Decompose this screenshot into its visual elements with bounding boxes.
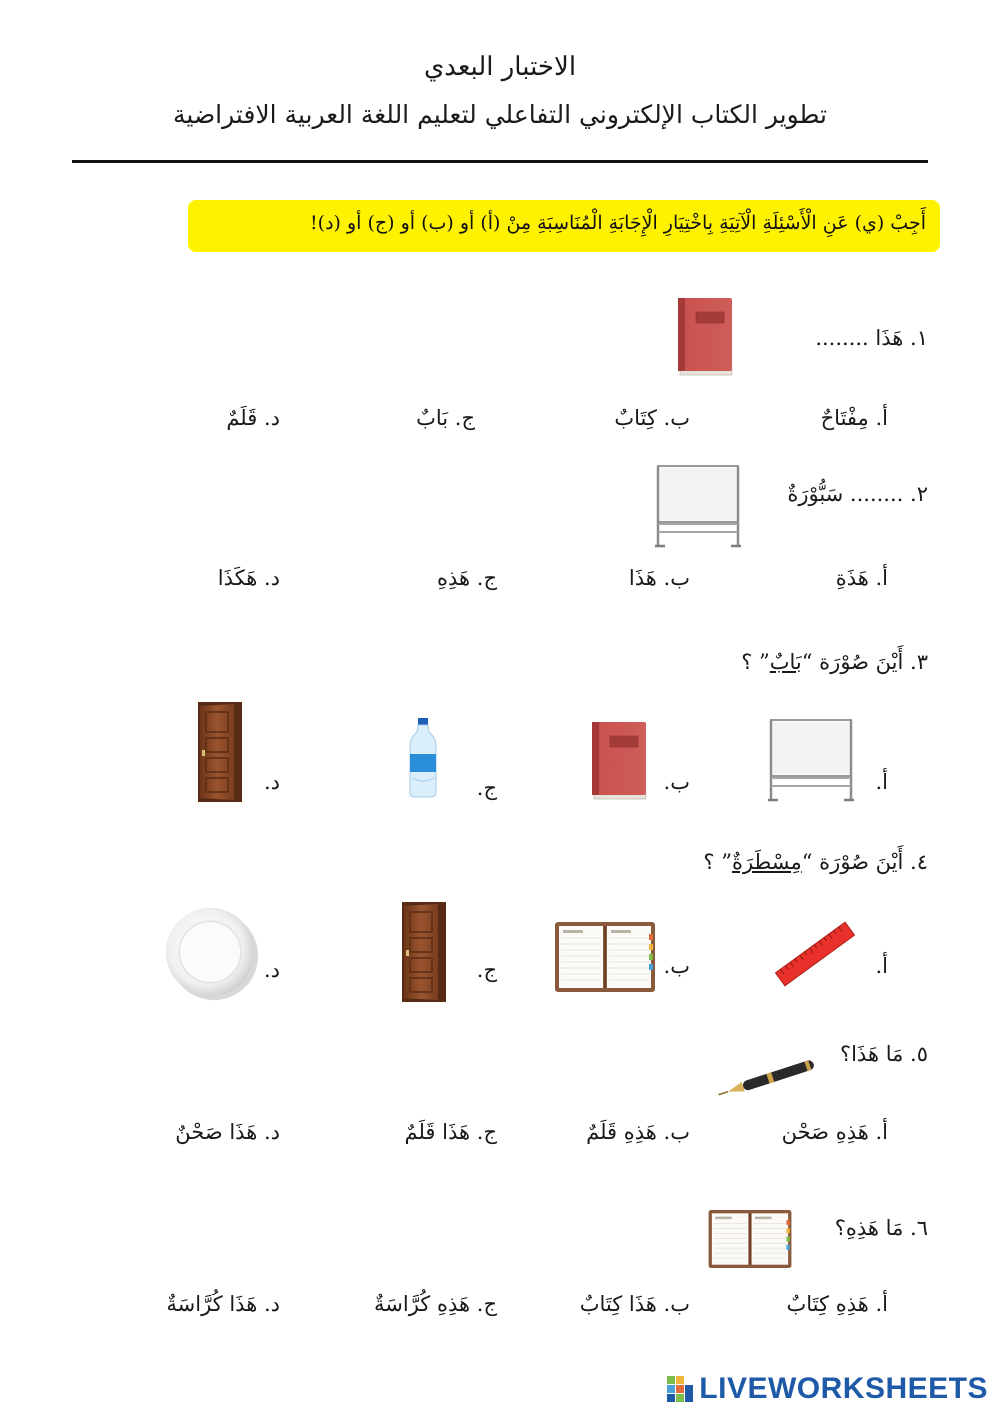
instruction-banner xyxy=(188,200,940,252)
question-5 xyxy=(840,1042,928,1066)
option-4c-label: ج. xyxy=(476,958,497,982)
option-text: بَابٌ xyxy=(416,406,449,430)
option-4c-door-icon[interactable] xyxy=(398,902,450,1002)
question-text-before: أَيْنَ صُوْرَة “ xyxy=(801,650,904,674)
option-letter: ج. xyxy=(476,1292,497,1316)
footer-brand[interactable] xyxy=(667,1372,988,1406)
pen-icon xyxy=(712,1054,822,1104)
option-letter: د. xyxy=(263,1292,280,1316)
option-text: هَذِهِ صَحْن xyxy=(781,1120,869,1144)
option-3c-water-bottle-icon[interactable] xyxy=(408,718,438,798)
option-6b[interactable] xyxy=(580,1292,690,1316)
option-text: هَكَذَا xyxy=(217,566,258,590)
question-text: مَا هَذِهِ؟ xyxy=(834,1216,904,1240)
option-2b[interactable] xyxy=(629,566,690,590)
page-title: الاختبار البعدي xyxy=(423,52,577,82)
option-letter: ب. xyxy=(663,1120,690,1144)
option-4a-label: أ. xyxy=(875,954,888,978)
option-2c[interactable] xyxy=(437,566,497,590)
question-number: ٢. xyxy=(910,482,928,506)
option-text: كِتَابٌ xyxy=(614,406,657,430)
question-6 xyxy=(835,1216,928,1240)
option-letter: ج. xyxy=(476,1120,497,1144)
option-3d-door-icon[interactable] xyxy=(194,702,246,802)
question-text: مَا هَذَا؟ xyxy=(839,1042,904,1066)
whiteboard-icon xyxy=(655,462,741,548)
option-text: هَذِهِ كِتَابٌ xyxy=(786,1292,869,1316)
option-text: قَلَمٌ xyxy=(226,406,258,430)
question-number: ٥. xyxy=(910,1042,928,1066)
option-letter: ج. xyxy=(454,406,475,430)
question-number: ٣. xyxy=(910,650,928,674)
question-text: هَذَا ........ xyxy=(815,326,904,350)
option-5b[interactable] xyxy=(586,1120,690,1144)
footer-brand-text: LIVEWORKSHEETS xyxy=(699,1372,988,1405)
option-letter: ب. xyxy=(663,406,690,430)
option-text: هَذَا صَحْنٌ xyxy=(175,1120,258,1144)
question-number: ٤. xyxy=(910,850,928,874)
option-text: هَذَا قَلَمٌ xyxy=(404,1120,471,1144)
option-text: هَذَا كُرَّاسَةٌ xyxy=(166,1292,258,1316)
option-1a[interactable] xyxy=(821,406,888,430)
instruction-text: أَجِبْ (ي) عَنِ الْأَسْئِلَةِ الْآتِيَةِ بِاخْتِيَارِ الْإِجَابَةِ الْمُنَاسِبَةِ مِنْ (أ) أو (ب) أو (ج) أو (د)! xyxy=(310,212,926,234)
option-3c-label: ج. xyxy=(476,776,497,800)
option-letter: أ. xyxy=(875,1120,888,1144)
question-number: ٦. xyxy=(910,1216,928,1240)
option-2d[interactable] xyxy=(218,566,280,590)
option-text: هَذِهِ كُرَّاسَةٌ xyxy=(374,1292,471,1316)
option-letter: ج. xyxy=(476,566,497,590)
question-keyword: مِسْطَرَةٌ xyxy=(731,850,802,874)
option-6a[interactable] xyxy=(787,1292,888,1316)
option-text: مِفْتَاحٌ xyxy=(820,406,869,430)
option-3b-book-icon[interactable] xyxy=(592,722,648,800)
option-4b-notebook-icon[interactable] xyxy=(555,922,655,992)
question-1 xyxy=(815,326,928,350)
option-5d[interactable] xyxy=(175,1120,280,1144)
question-3 xyxy=(741,650,928,674)
option-text: هَذِهِ xyxy=(436,566,471,590)
option-6d[interactable] xyxy=(166,1292,280,1316)
question-text-after: ” ؟ xyxy=(741,650,770,674)
option-1b[interactable] xyxy=(614,406,690,430)
option-6c[interactable] xyxy=(374,1292,497,1316)
option-letter: أ. xyxy=(875,406,888,430)
option-4d-plate-icon[interactable] xyxy=(164,906,260,1002)
book-icon xyxy=(678,298,734,376)
option-letter: أ. xyxy=(875,1292,888,1316)
option-letter: د. xyxy=(263,406,280,430)
question-number: ١. xyxy=(910,326,928,350)
option-5a[interactable] xyxy=(782,1120,888,1144)
liveworksheets-logo-icon xyxy=(667,1376,693,1402)
option-letter: ب. xyxy=(663,1292,690,1316)
option-1d[interactable] xyxy=(226,406,280,430)
option-1c[interactable] xyxy=(416,406,475,430)
option-letter: د. xyxy=(263,1120,280,1144)
option-text: هَذِهِ قَلَمٌ xyxy=(586,1120,657,1144)
question-2 xyxy=(787,482,928,506)
option-letter: د. xyxy=(263,566,280,590)
question-text: ........ سَبُّوْرَةٌ xyxy=(787,482,904,506)
option-3a-label: أ. xyxy=(875,770,888,794)
option-4d-label: د. xyxy=(263,958,280,982)
option-4a-ruler-icon[interactable] xyxy=(770,918,860,990)
option-letter: ب. xyxy=(663,566,690,590)
option-letter: أ. xyxy=(875,566,888,590)
notebook-icon xyxy=(708,1210,792,1268)
option-text: هَذَةِ xyxy=(835,566,869,590)
question-text-before: أَيْنَ صُوْرَة “ xyxy=(801,850,904,874)
question-text-after: ” ؟ xyxy=(703,850,732,874)
option-5c[interactable] xyxy=(405,1120,498,1144)
option-2a[interactable] xyxy=(836,566,888,590)
option-4b-label: ب. xyxy=(663,954,690,978)
question-keyword: بَابٌ xyxy=(769,650,802,674)
question-4 xyxy=(703,850,928,874)
option-text: هَذَا xyxy=(628,566,657,590)
option-text: هَذَا كِتَابٌ xyxy=(579,1292,657,1316)
option-3a-whiteboard-icon[interactable] xyxy=(768,716,854,802)
option-3d-label: د. xyxy=(263,770,280,794)
option-3b-label: ب. xyxy=(663,770,690,794)
page-subtitle: تطوير الكتاب الإلكتروني التفاعلي لتعليم اللغة العربية الافتراضية xyxy=(173,100,827,129)
header-divider xyxy=(72,160,928,163)
